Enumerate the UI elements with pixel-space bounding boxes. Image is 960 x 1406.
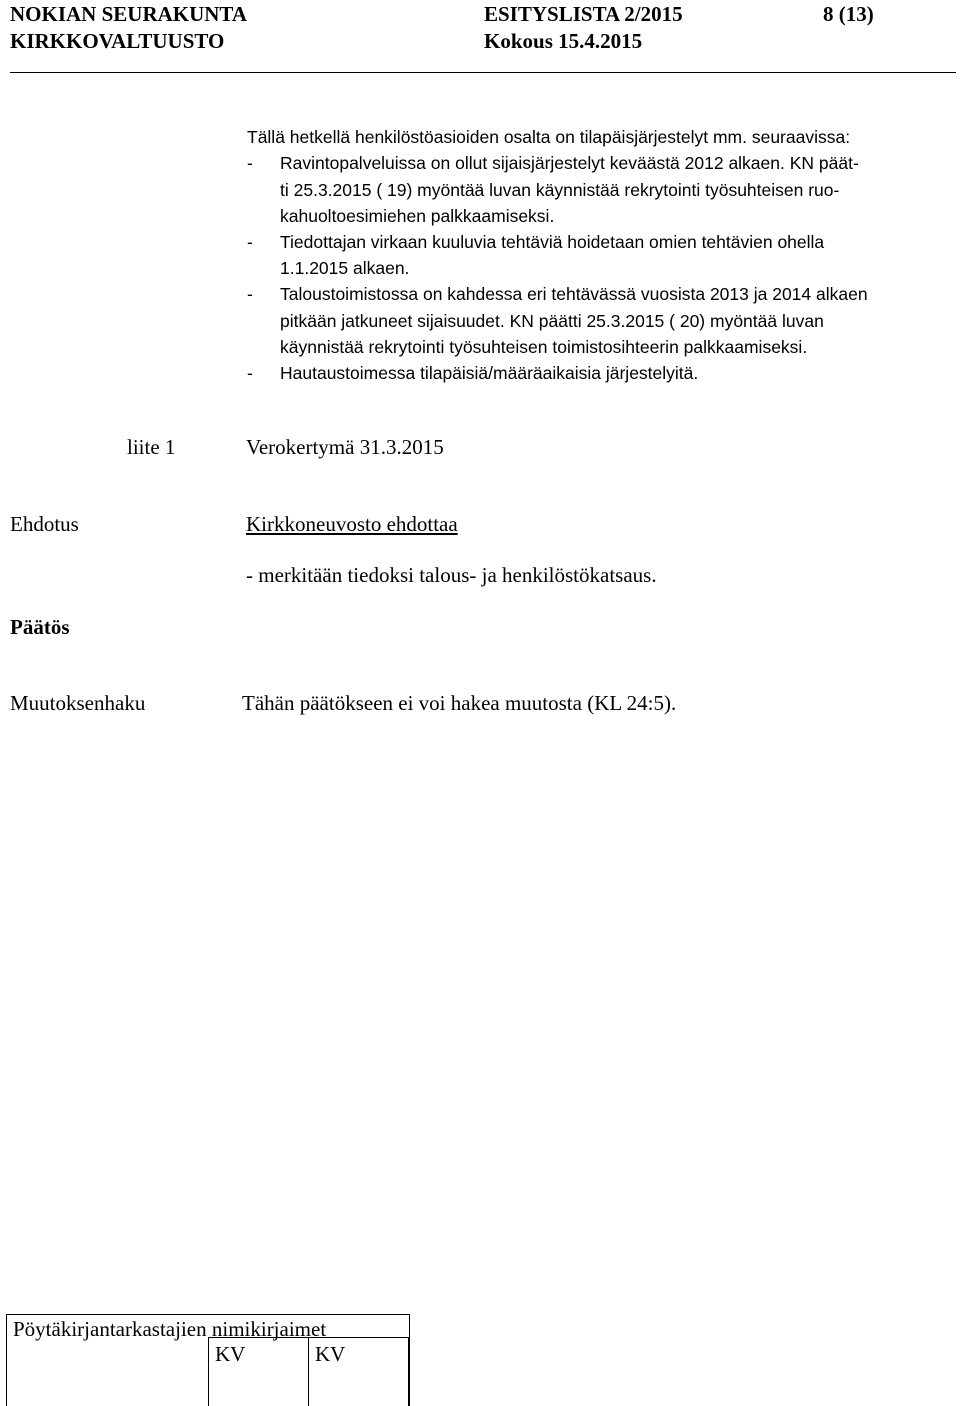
list-line: pitkään jatkuneet sijaisuudet. KN päätti 25.3.2015 ( 20) myöntää luvan xyxy=(280,311,824,331)
list-dash: - xyxy=(247,153,253,173)
appeal-text: Tähän päätökseen ei voi hakea muutosta (KL 24:5). xyxy=(242,691,677,715)
proposal-label: Ehdotus xyxy=(10,512,79,536)
meeting-date: Kokous 15.4.2015 xyxy=(484,29,643,53)
attachment-label: liite 1 xyxy=(127,435,176,459)
initials-text: KV xyxy=(215,1342,246,1366)
list-line: Ravintopalveluissa on ollut sijaisjärjestelyt keväästä 2012 alkaen. KN päät- xyxy=(280,153,859,173)
list-line: Tiedottajan virkaan kuuluvia tehtäviä hoidetaan omien tehtävien ohella xyxy=(280,232,825,252)
list-line: kahuoltoesimiehen palkkaamiseksi. xyxy=(280,206,555,226)
decision-label: Päätös xyxy=(10,615,70,639)
attachment-text: Verokertymä 31.3.2015 xyxy=(246,435,444,459)
list-line: Taloustoimistossa on kahdessa eri tehtävässä vuosista 2013 ja 2014 alkaen xyxy=(280,284,868,304)
list-line: käynnistää rekrytointi työsuhteisen toimistosihteerin palkkaamiseksi. xyxy=(280,337,808,357)
document-title: ESITYSLISTA 2/2015 xyxy=(484,2,683,26)
initials-cell xyxy=(308,1337,409,1406)
footer-title: Pöytäkirjantarkastajien nimikirjaimet xyxy=(13,1317,327,1341)
list-dash: - xyxy=(247,284,253,304)
intro-text: Tällä hetkellä henkilöstöasioiden osalta on tilapäisjärjestelyt mm. seuraavissa: xyxy=(247,127,851,147)
list-line: 1.1.2015 alkaen. xyxy=(280,258,410,278)
initials-text: KV xyxy=(315,1342,346,1366)
initials-cell xyxy=(208,1337,309,1406)
list-dash: - xyxy=(247,363,253,383)
appeal-label: Muutoksenhaku xyxy=(10,691,146,715)
body-name: KIRKKOVALTUUSTO xyxy=(10,29,225,53)
org-name: NOKIAN SEURAKUNTA xyxy=(10,2,248,26)
header-rule xyxy=(10,72,956,73)
page-number: 8 (13) xyxy=(823,2,874,26)
list-line: Hautaustoimessa tilapäisiä/määräaikaisia järjestelyitä. xyxy=(280,363,699,383)
list-dash: - xyxy=(247,232,253,252)
proposal-text: - merkitään tiedoksi talous- ja henkilöstökatsaus. xyxy=(246,563,657,587)
proposal-heading: Kirkkoneuvosto ehdottaa xyxy=(246,512,458,536)
list-line: ti 25.3.2015 ( 19) myöntää luvan käynnistää rekrytointi työsuhteisen ruo- xyxy=(280,180,840,200)
